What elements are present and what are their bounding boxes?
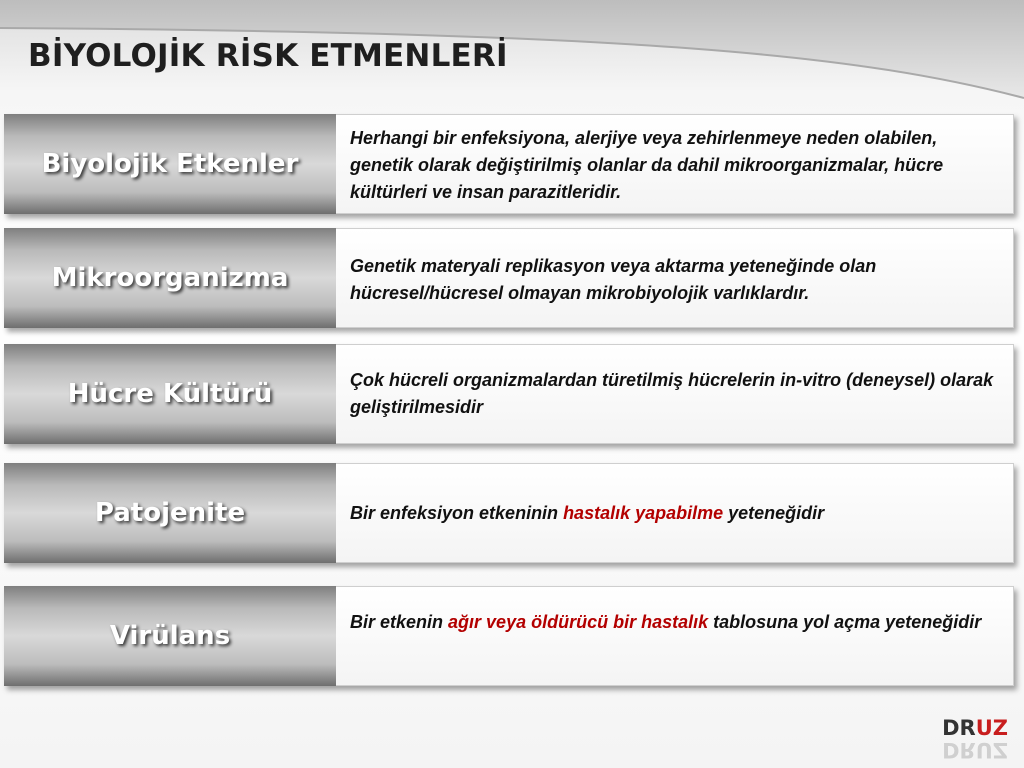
term-label: Mikroorganizma xyxy=(4,228,336,328)
definition-row xyxy=(4,114,1014,214)
term-label: Patojenite xyxy=(4,463,336,563)
definition-text-part: Bir etkenin xyxy=(350,612,449,632)
definition-row xyxy=(4,463,1014,563)
definition-text: Herhangi bir enfeksiyona, alerjiye veya zehirlenmeye neden olabilen, genetik olarak değiştirilmiş olanlar da dahil mikroorganizmalar, hücre kültürleri ve insan parazitleridir. xyxy=(336,114,1014,214)
term-label: Biyolojik Etkenler xyxy=(4,114,336,214)
definition-text: Genetik materyali replikasyon veya aktarma yeteneğinde olan hücresel/hücresel olmayan mikrobiyolojik varlıklardır. xyxy=(336,228,1014,328)
druz-logo-reflection: DRUZ xyxy=(942,738,1008,762)
definition-row xyxy=(4,344,1014,444)
definition-text: Çok hücreli organizmalardan türetilmiş hücrelerin in-vitro (deneysel) olarak geliştirilmesidir xyxy=(336,344,1014,444)
definition-text xyxy=(336,463,1014,563)
highlighted-phrase: ağır veya öldürücü bir hastalık xyxy=(448,612,709,632)
definition-text xyxy=(336,586,1014,686)
definition-text-part: Bir enfeksiyon etkeninin xyxy=(350,502,564,523)
term-label: Hücre Kültürü xyxy=(4,344,336,444)
definition-text-part: tablosuna yol açma yeteneğidir xyxy=(708,612,982,632)
druz-logo: DRUZ xyxy=(942,716,1008,740)
highlighted-phrase: hastalık yapabilme xyxy=(563,502,724,523)
term-label: Virülans xyxy=(4,586,336,686)
definition-row xyxy=(4,586,1014,686)
definition-text-part: yeteneğidir xyxy=(723,502,825,523)
page-title: BİYOLOJİK RİSK ETMENLERİ xyxy=(28,38,508,74)
definition-row xyxy=(4,228,1014,328)
